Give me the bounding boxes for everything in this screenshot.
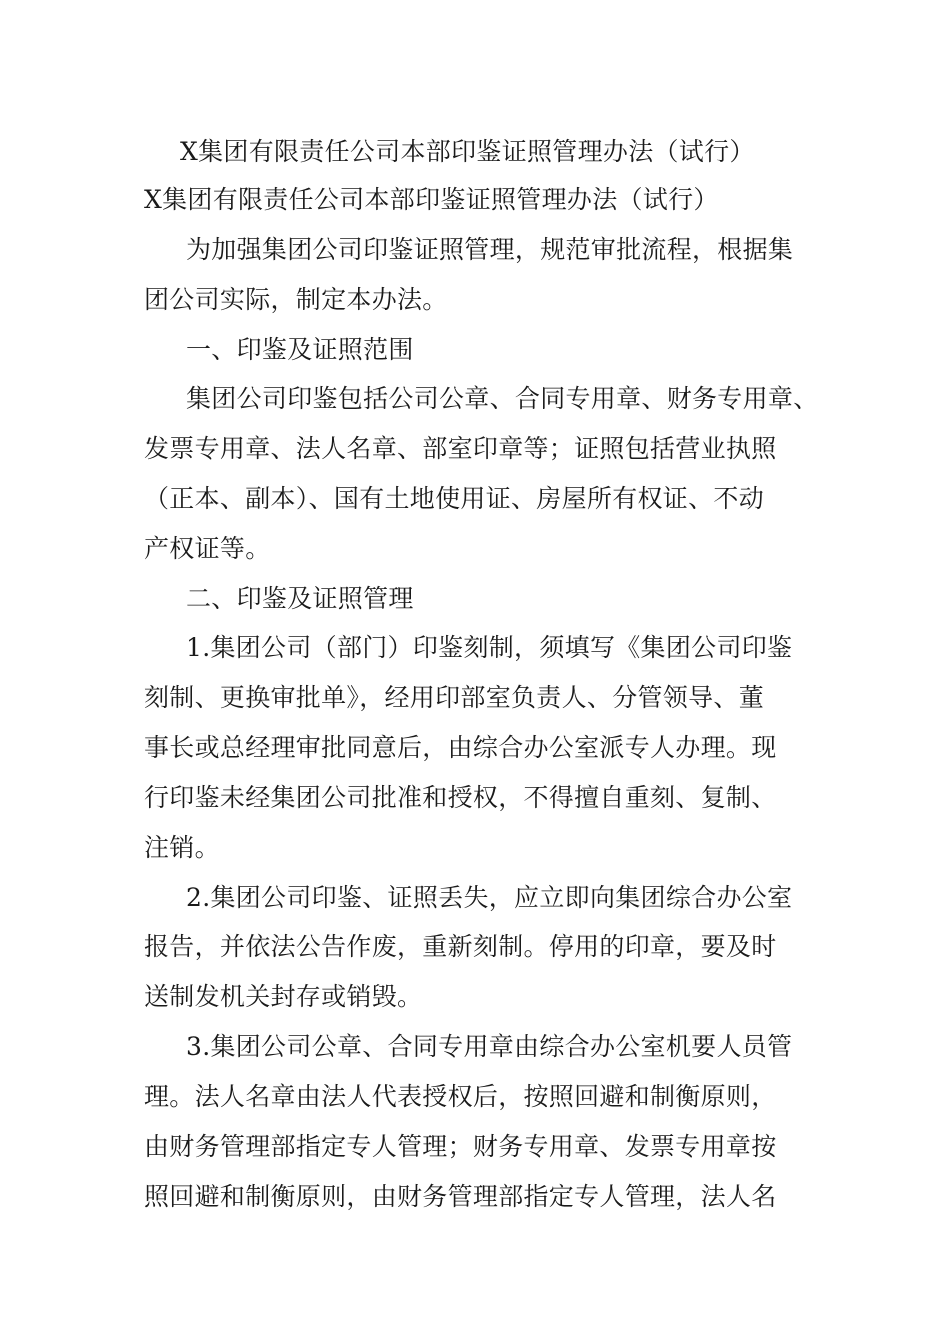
paragraph-line: （正本、副本）、国有土地使用证、房屋所有权证、不动: [144, 484, 765, 513]
paragraph-line: 由财务管理部指定专人管理；财务专用章、发票专用章按: [144, 1132, 777, 1161]
paragraph-line: 3.集团公司公章、合同专用章由综合办公室机要人员管: [186, 1032, 793, 1061]
intro-line: 为加强集团公司印鉴证照管理，规范审批流程，根据集: [186, 235, 794, 264]
section-heading: 二、印鉴及证照管理: [186, 584, 414, 613]
document-title: X集团有限责任公司本部印鉴证照管理办法（试行）: [180, 137, 755, 166]
paragraph-line: 集团公司印鉴包括公司公章、合同专用章、财务专用章、: [186, 384, 819, 413]
paragraph-line: 刻制、更换审批单》，经用印部室负责人、分管领导、董: [144, 683, 765, 712]
paragraph-line: 送制发机关封存或销毁。: [144, 982, 423, 1011]
intro-line: 团公司实际，制定本办法。: [144, 285, 448, 314]
paragraph-line: 产权证等。: [144, 534, 271, 563]
section-heading: 一、印鉴及证照范围: [186, 335, 414, 364]
paragraph-line: 报告，并依法公告作废，重新刻制。停用的印章，要及时: [144, 932, 777, 961]
paragraph-line: 事长或总经理审批同意后，由综合办公室派专人办理。现: [144, 733, 777, 762]
paragraph-line: 行印鉴未经集团公司批准和授权，不得擅自重刻、复制、: [144, 783, 777, 812]
paragraph-line: 理。法人名章由法人代表授权后，按照回避和制衡原则，: [144, 1082, 777, 1111]
paragraph-line: 1.集团公司（部门）印鉴刻制，须填写《集团公司印鉴: [186, 633, 793, 662]
paragraph-line: 照回避和制衡原则，由财务管理部指定专人管理，法人名: [144, 1182, 777, 1211]
paragraph-line: 注销。: [144, 833, 220, 862]
paragraph-line: 发票专用章、法人名章、部室印章等；证照包括营业执照: [144, 434, 777, 463]
paragraph-line: 2.集团公司印鉴、证照丢失，应立即向集团综合办公室: [186, 883, 793, 912]
document-subtitle: X集团有限责任公司本部印鉴证照管理办法（试行）: [144, 185, 719, 214]
